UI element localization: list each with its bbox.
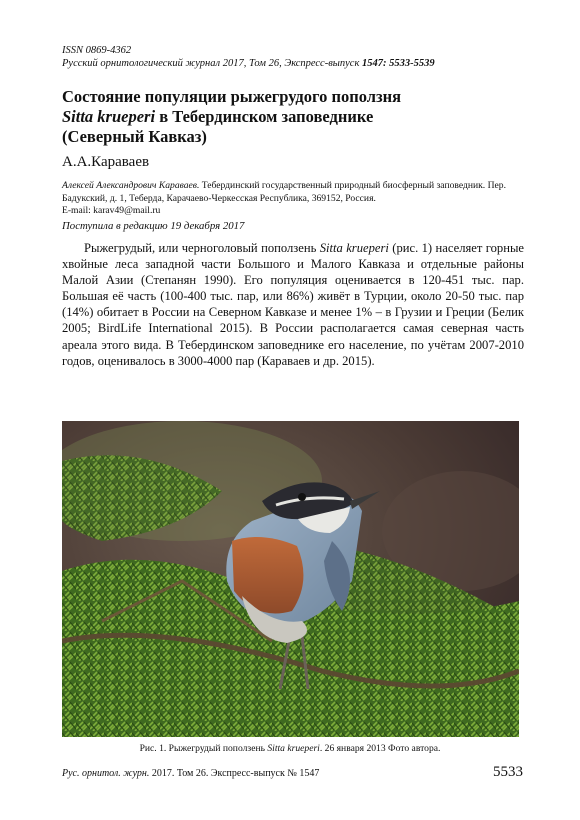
author-affiliation [62, 180, 522, 218]
journal-header [62, 44, 532, 70]
footer-journal-abbr: Рус. орнитол. журн. [62, 768, 150, 779]
page-range: : 5533-5539 [383, 58, 435, 69]
received-date: Поступила в редакцию 19 декабря 2017 [62, 220, 245, 232]
caption-suffix: . 26 января 2013 Фото автора. [319, 743, 441, 754]
title-line-1: Состояние популяции рыжегрудого поползня [62, 87, 402, 106]
title-line-2-rest: в Тебердинском заповеднике [155, 107, 374, 126]
author-name: А.А.Караваев [62, 154, 150, 170]
title-latin-name: Sitta krueperi [62, 107, 156, 126]
article-title [62, 87, 522, 147]
nuthatch-photo [62, 421, 519, 737]
paragraph-part-1: Рыжегрудый, или черноголовый поползень [84, 241, 320, 255]
page-number: 5533 [493, 764, 523, 780]
paragraph [62, 240, 524, 369]
issue-number: 1547 [362, 58, 383, 69]
affiliation-address: Тебердинский государственный природный биосферный заповедник. Пер. Бадукский, д. 1, Теберда, Карачаево-Черкесская Республика, 369152, Россия. [62, 180, 506, 204]
paragraph-part-2: (рис. 1) населяет горные хвойные леса западной части Большого и Малого Кавказа и отдельные районы Малой Азии (Степанян 1990). Его популяция оценивается в 120-451 тыс. пар. Большая её часть (100-400 тыс. пар, или 86%) живёт в Турции, около 20-50 тыс. пар (14%) обитает в России на Северном Кавказе и менее 1% – в Грузии и Греции (Белик 2005; BirdLife International 2015). В России располагается самая северная часть ареала этого вида. В Тебердинском заповеднике его население, по учётам 2007-2010 годов, оценивалось в 3000-4000 пар (Караваев и др. 2015). [62, 241, 524, 368]
author-email: E-mail: karav49@mail.ru [62, 205, 161, 216]
footer-issue: 2017. Том 26. Экспресс-выпуск № 1547 [149, 768, 320, 779]
page-footer [62, 768, 319, 779]
article-body [62, 240, 524, 369]
issn: ISSN 0869-4362 [62, 45, 132, 56]
title-line-3: (Северный Кавказ) [62, 127, 207, 146]
photo-illustration [62, 421, 519, 737]
figure-caption [0, 743, 580, 754]
paragraph-latin-name: Sitta krueperi [319, 241, 389, 255]
journal-citation [62, 57, 532, 70]
title-line-2 [62, 107, 522, 127]
caption-latin-name: Sitta krueperi [267, 743, 320, 754]
journal-name: Русский орнитологический журнал 2017, Том 26, Экспресс-выпуск [62, 58, 362, 69]
affiliation-author: Алексей Александрович Караваев. [62, 180, 200, 191]
caption-prefix: Рис. 1. Рыжегрудый поползень [139, 743, 268, 754]
